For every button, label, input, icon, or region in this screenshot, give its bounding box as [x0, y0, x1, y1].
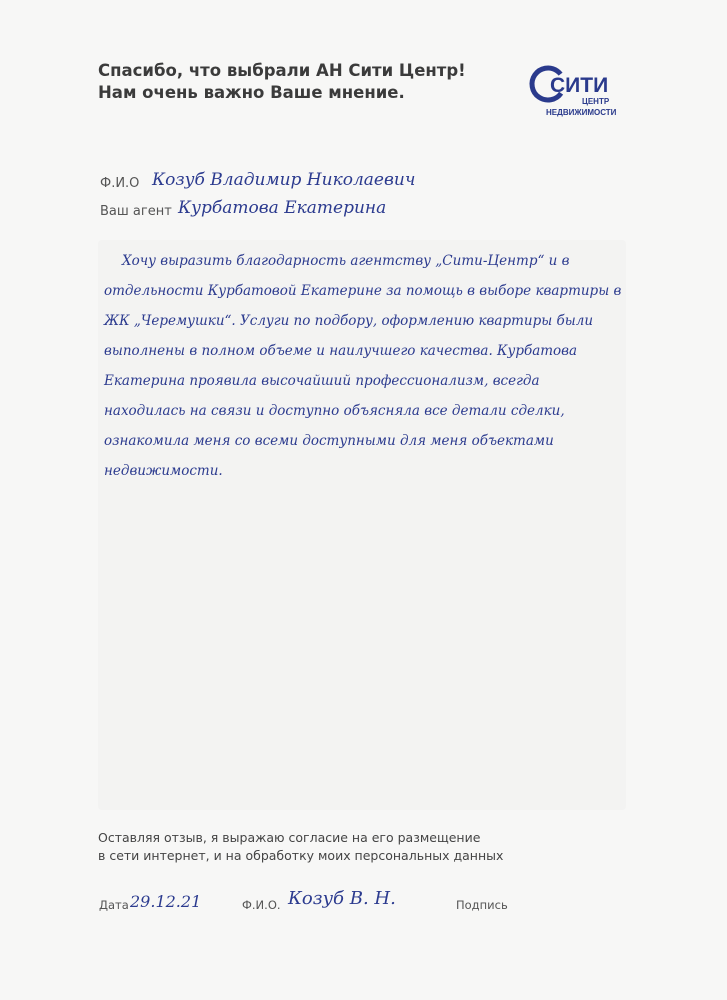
date-value-handwritten: 29.12.21: [130, 892, 202, 911]
logo-sub-1: ЦЕНТР: [582, 97, 610, 106]
company-logo: [528, 62, 628, 118]
agent-label: Ваш агент: [100, 204, 172, 219]
logo-sub-2: НЕДВИЖИМОСТИ: [546, 108, 617, 117]
header-title: [98, 60, 498, 104]
review-text-handwritten: Хочу выразить благодарность агентству „Сити-Центр“ и в отдельности Курбатовой Екатерине за помощь в выборе квартиры в ЖК „Черемушки“. Услуги по подбору, оформлению квартиры были выполнены в полном объеме и наилучшего качества. Курбатова Екатерина проявила высочайший профессионализм, всегда находилась на связи и доступно объясняла все детали сделки, ознакомила меня со всеми доступными для меня объектами недвижимости.: [104, 253, 622, 479]
signature-label: Подпись: [456, 898, 508, 912]
fio-label: Ф.И.О: [100, 176, 140, 191]
header-line-1: Спасибо, что выбрали АН Сити Центр!: [98, 61, 466, 80]
consent-line-2: в сети интернет, и на обработку моих персональных данных: [98, 848, 504, 863]
consent-notice: [98, 829, 558, 865]
footer-fio-label: Ф.И.О.: [242, 898, 281, 912]
consent-line-1: Оставляя отзыв, я выражаю согласие на его размещение: [98, 830, 481, 845]
footer-fio-value-handwritten: Козуб В. Н.: [288, 888, 396, 909]
agent-value-handwritten: Курбатова Екатерина: [178, 198, 387, 218]
date-label: Дата: [99, 898, 129, 912]
logo-name: СИТИ: [550, 74, 609, 97]
fio-value-handwritten: Козуб Владимир Николаевич: [152, 170, 416, 190]
header-line-2: Нам очень важно Ваше мнение.: [98, 83, 405, 102]
